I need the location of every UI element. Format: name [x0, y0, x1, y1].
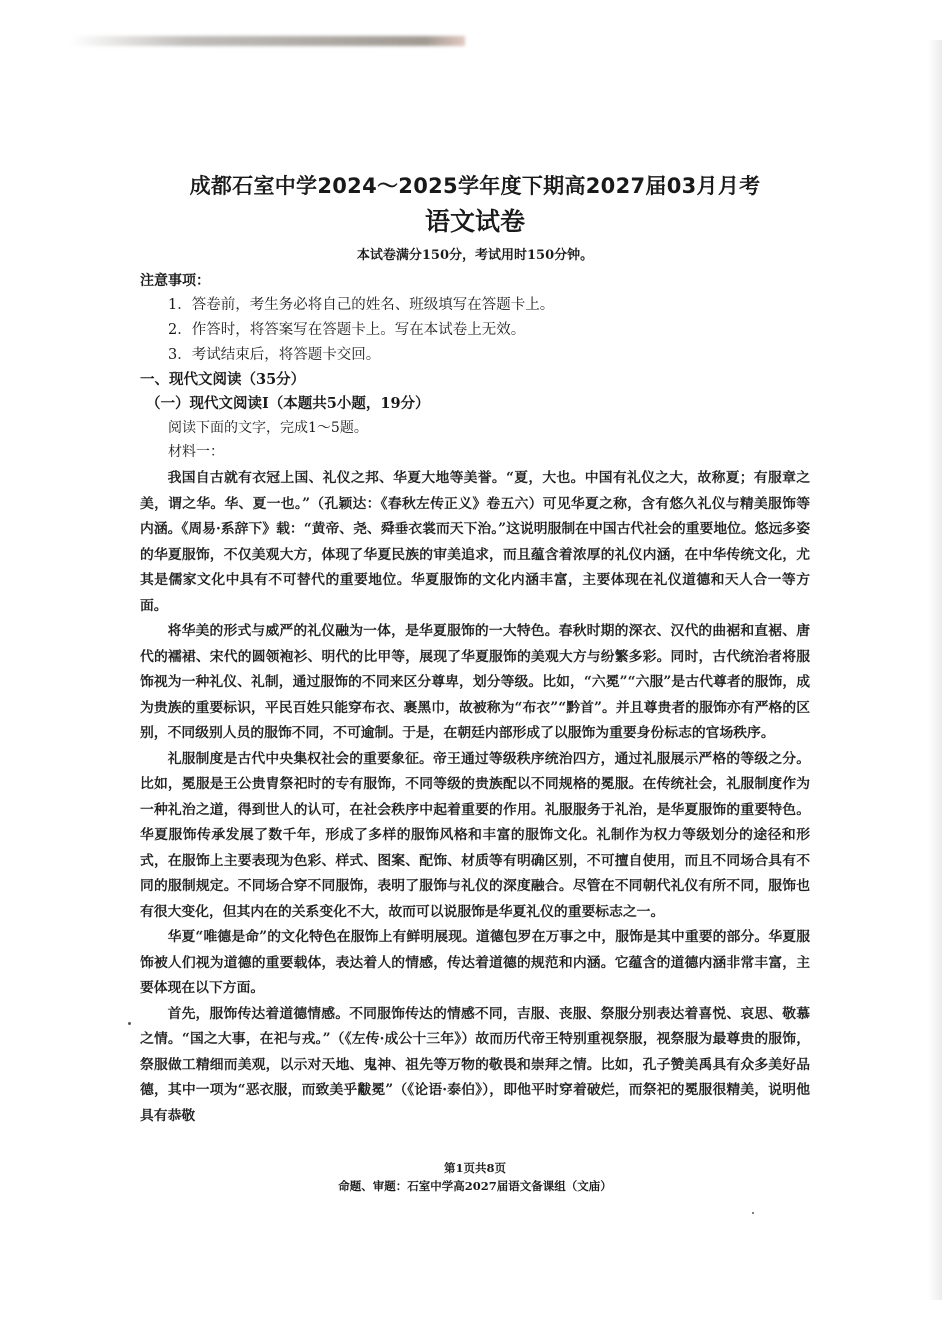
- material-label: 材料一：: [168, 444, 224, 460]
- passage-paragraph: 我国自古就有衣冠上国、礼仪之邦、华夏大地等美誉。“夏，大也。中国有礼仪之大，故称夏；有服章之美，谓之华。华、夏一也。”（孔颖达：《春秋左传正义》卷五六）可见华夏之称，含有悠久礼仪与精美服饰等内涵。《周易·系辞下》载：“黄帝、尧、舜垂衣裳而天下治。”这说明服制在中国古代社会的重要地位。悠远多姿的华夏服饰，不仅美观大方，体现了华夏民族的审美追求，而且蕴含着浓厚的礼仪内涵，在中华传统文化，尤其是儒家文化中具有不可替代的重要地位。华夏服饰的文化内涵丰富，主要体现在礼仪道德和天人合一等方面。: [140, 470, 810, 614]
- page-number: 第1页共8页: [443, 1161, 506, 1175]
- notes-item: 3．考试结束后，将答题卡交回。: [168, 347, 381, 363]
- passage-paragraph: 礼服制度是古代中央集权社会的重要象征。帝王通过等级秩序统治四方，通过礼服展示严格的等级之分。比如，冕服是王公贵胄祭祀时的专有服饰，不同等级的贵族配以不同规格的冕服。在传统社会，礼服制度作为一种礼治之道，得到世人的认可，在社会秩序中起着重要的作用。礼服服务于礼治，是华夏服饰的重要特色。华夏服饰传承发展了数千年，形成了多样的服饰风格和丰富的服饰文化。礼制作为权力等级划分的途径和形式，在服饰上主要表现为色彩、样式、图案、配饰、材质等有明确区别，不可擅自使用，而且不同场合具有不同的服制规定。不同场合穿不同服饰，表明了服饰与礼仪的深度融合。尽管在不同朝代礼仪有所不同，服饰也有很大变化，但其内在的关系变化不大，故而可以说服饰是华夏礼仪的重要标志之一。: [140, 750, 810, 920]
- subsection-title: （一）现代文阅读Ⅰ（本题共5小题，19分）: [146, 395, 430, 412]
- scan-shadow-right: [928, 40, 942, 1300]
- section-title: 一、现代文阅读（35分）: [140, 371, 306, 388]
- passage-paragraph: 华夏“唯德是命”的文化特色在服饰上有鲜明展现。道德包罗在万事之中，服饰是其中重要的部分。华夏服饰被人们视为道德的重要载体，表达着人的情感，传达着道德的规范和内涵。它蕴含的道德内涵非常丰富，主要体现在以下方面。: [140, 929, 810, 996]
- exam-page: [140, 170, 810, 1129]
- footer-credit: 命题、审题：石室中学高2027届语文备课组（文庙）: [338, 1179, 612, 1193]
- scan-edge-artifact: [70, 36, 465, 46]
- exam-subtitle: 语文试卷: [424, 207, 525, 236]
- notes-item: 1．答卷前，考生务必将自己的姓名、班级填写在答题卡上。: [168, 297, 555, 313]
- exam-title: 成都石室中学2024～2025学年度下期高2027届03月月考: [189, 174, 761, 198]
- exam-info: 本试卷满分150分，考试用时150分钟。: [356, 248, 594, 263]
- passage-paragraph: 首先，服饰传达着道德情感。不同服饰传达的情感不同，吉服、丧服、祭服分别表达着喜悦、哀思、敬慕之情。“国之大事，在祀与戎。”（《左传·成公十三年》）故而历代帝王特别重视祭服，视祭服为最尊贵的服饰，祭服做工精细而美观，以示对天地、鬼神、祖先等万物的敬畏和崇拜之情。比如，孔子赞美禹具有众多美好品德，其中一项为“恶衣服，而致美乎黻冕”（《论语·泰伯》），即他平时穿着破烂，而祭祀的冕服很精美，说明他具有恭敬: [140, 1005, 810, 1124]
- passage-paragraph: 将华美的形式与威严的礼仪融为一体，是华夏服饰的一大特色。春秋时期的深衣、汉代的曲裾和直裾、唐代的襦裙、宋代的圆领袍衫、明代的比甲等，展现了华夏服饰的美观大方与纷繁多彩。同时，古代统治者将服饰视为一种礼仪、礼制，通过服饰的不同来区分尊卑，划分等级。比如，“六冕”“六服”是古代尊者的服饰，成为贵族的重要标识，平民百姓只能穿布衣、裹黑巾，故被称为“布衣”“黔首”。并且尊贵者的服饰亦有严格的区别，不同级别人员的服饰不同，不可逾制。于是，在朝廷内部形成了以服饰为重要身份标志的官场秩序。: [140, 623, 810, 741]
- notes-heading: 注意事项：: [140, 273, 210, 289]
- notes-item: 2．作答时，将答案写在答题卡上。写在本试卷上无效。: [168, 322, 526, 338]
- scan-speck: [752, 1212, 754, 1214]
- instruction: 阅读下面的文字，完成1～5题。: [168, 420, 368, 436]
- scan-speck: [128, 1022, 131, 1025]
